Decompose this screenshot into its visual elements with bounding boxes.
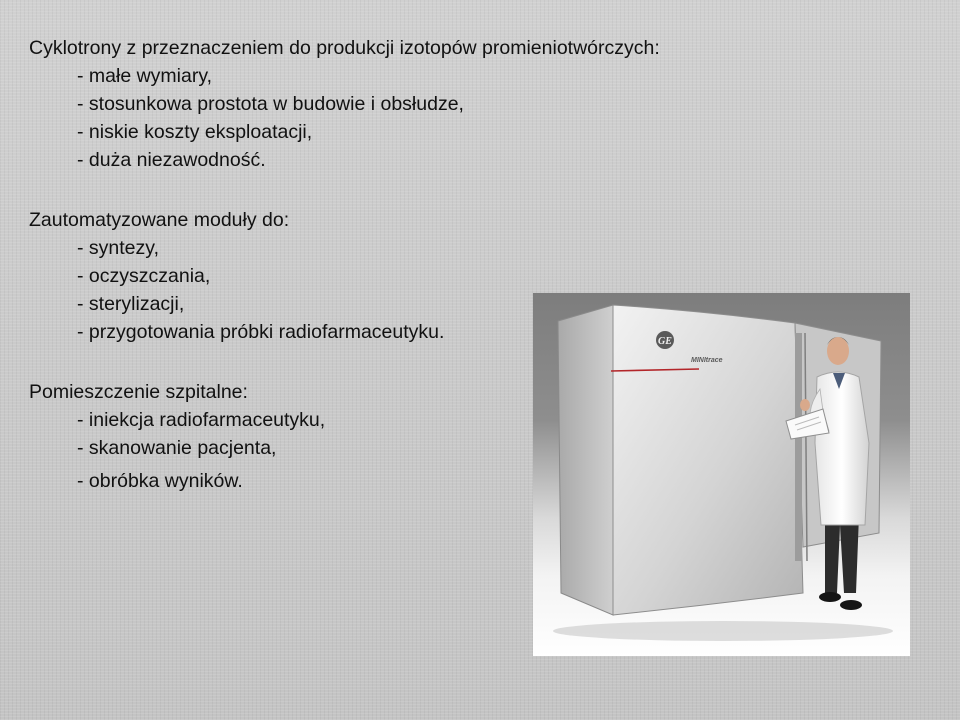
list-item: - iniekcja radiofarmaceutyku, — [77, 409, 326, 431]
cyclotron-heading: Cyklotrony z przeznaczeniem do produkcji izotopów promieniotwórczych: — [29, 37, 660, 59]
list-item: - stosunkowa prostota w budowie i obsłudze, — [77, 93, 464, 115]
hospital-list — [29, 406, 325, 495]
list-item: - małe wymiary, — [77, 65, 213, 87]
svg-text:GE: GE — [658, 336, 672, 347]
cyclotron-photo — [533, 293, 910, 656]
cabinet-front-panel — [613, 305, 803, 615]
list-item: - przygotowania próbki radiofarmaceutyku. — [77, 321, 445, 343]
cabinet-side-panel — [558, 305, 613, 615]
modules-list — [29, 234, 444, 346]
cyclotron-list — [29, 62, 660, 174]
modules-heading: Zautomatyzowane moduły do: — [29, 209, 290, 231]
model-label: MINItrace — [691, 357, 723, 364]
list-item: - duża niezawodność. — [77, 149, 266, 171]
door-hinge — [795, 333, 802, 561]
cyclotron-illustration — [533, 293, 910, 656]
hospital-section — [29, 378, 325, 495]
ge-logo-icon — [656, 331, 674, 349]
modules-section — [29, 206, 444, 346]
list-item: - niskie koszty eksploatacji, — [77, 121, 313, 143]
floor-shadow — [553, 621, 893, 641]
list-item: - oczyszczania, — [77, 265, 211, 287]
list-item: - syntezy, — [77, 237, 159, 259]
list-item: - skanowanie pacjenta, — [77, 437, 277, 459]
list-item: - sterylizacji, — [77, 293, 185, 315]
hospital-heading: Pomieszczenie szpitalne: — [29, 381, 248, 403]
list-item: - obróbka wyników. — [77, 470, 243, 492]
cyclotron-section — [29, 34, 660, 174]
